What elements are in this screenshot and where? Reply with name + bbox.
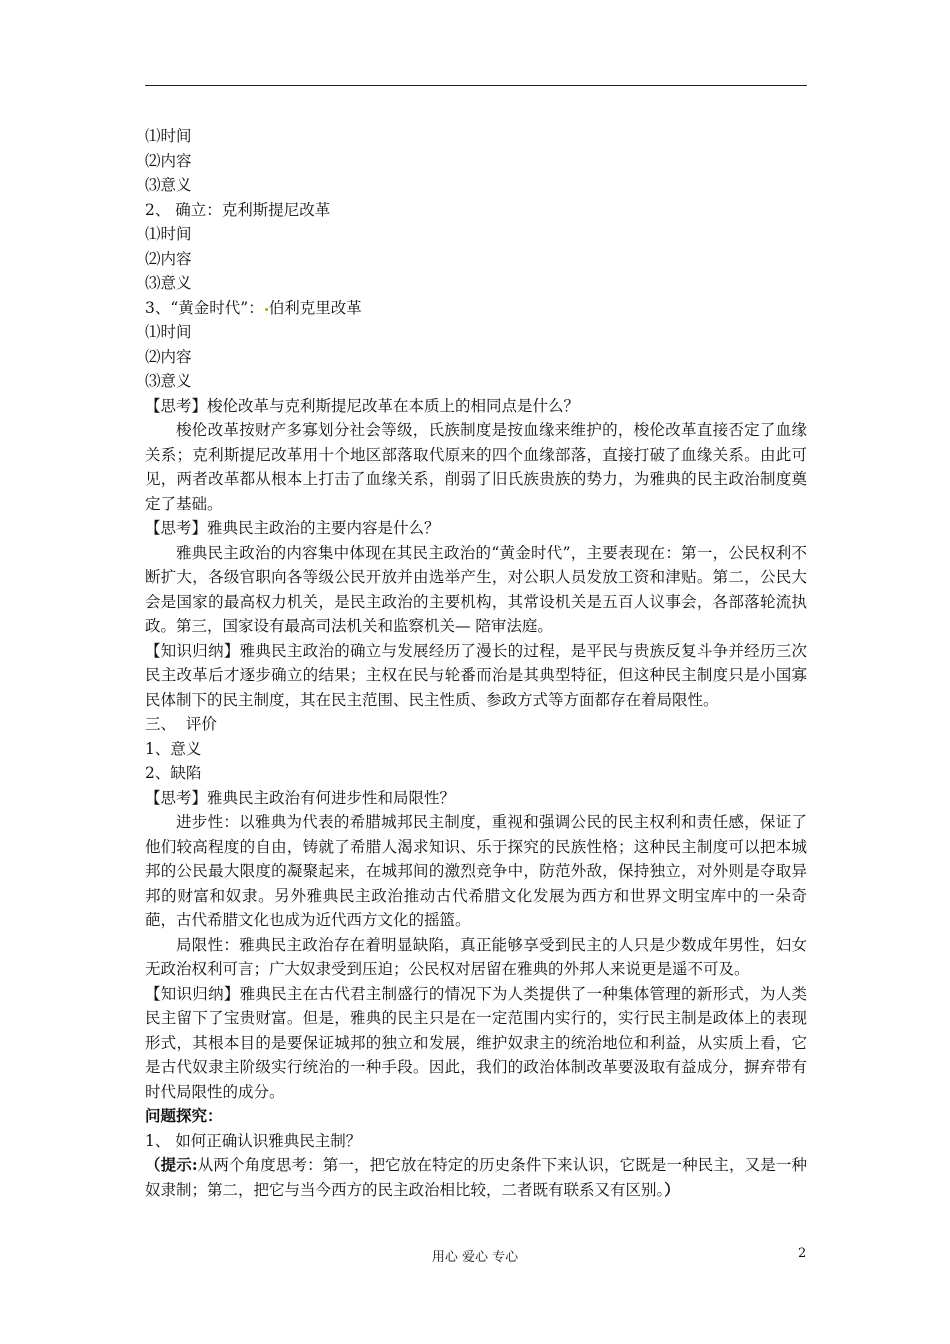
hint-text: 从两个角度思考：第一，把它放在特定的历史条件下来认识，它既是一种民主，又是一种奴隶制；第二，把它与当今西方的民主政治相比较，二者既有联系又有区别。 xyxy=(145,1156,807,1199)
think-answer: 雅典民主政治的内容集中体现在其民主政治的“黄金时代”，主要表现在：第一，公民权利不断扩大，各级官职向各等级公民开放并由选举产生，对公职人员发放工资和津贴。第二，公民大会是国家的最高权力机关，是民主政治的主要机构，其常设机关是五百人议事会，各部落轮流执政。第三，国家设有最高司法机关和监察机关— 陪审法庭。 xyxy=(145,543,807,635)
hint-close: ） xyxy=(664,1179,680,1199)
inquiry-title: 问题探究： xyxy=(145,1106,223,1125)
outline-item: ⑶意义 xyxy=(145,176,192,194)
think-answer: 进步性：以雅典为代表的希腊城邦民主制度，重视和强调公民的民主权利和责任感，保证了他们较高程度的自由，铸就了希腊人渴求知识、乐于探究的民族性格；这种民主制度可以把本城邦的公民最大限度的凝聚起来，在城邦间的激烈竞争中，防范外敌，保持独立，对外则是夺取异邦的财富和奴隶。另外雅典民主政治推动古代希腊文化发展为西方和世界文明宝库中的一朵奇葩，古代希腊文化也成为近代西方文化的摇篮。 xyxy=(145,813,807,929)
think-answer: 梭伦改革按财产多寡划分社会等级，氏族制度是按血缘来维护的，梭伦改革直接否定了血缘关系；克利斯提尼改革用十个地区部落取代原来的四个血缘部落，直接打破了血缘关系。由此可见，两者改革都从根本上打击了血缘关系，削弱了旧氏族贵族的势力，为雅典的民主政治制度奠定了基础。 xyxy=(145,421,807,513)
footer-slogan: 用心 爱心 专心 xyxy=(431,1250,519,1265)
hint-label: （提示: xyxy=(145,1155,198,1174)
outline-item: ⑶意义 xyxy=(145,372,192,390)
knowledge-summary: 【知识归纳】雅典民主在古代君主制盛行的情况下为人类提供了一种集体管理的新形式，为人类民主留下了宝贵财富。但是，雅典的民主只是在一定范围内实行的，实行民主制是政体上的表现形式，其根本目的是要保证城邦的独立和发展，维护奴隶主的统治地位和利益，从实质上看，它是古代奴隶主阶级实行统治的一种手段。因此，我们的政治体制改革要汲取有益成分，摒弃带有时代局限性的成分。 xyxy=(145,984,807,1101)
outline-item: ⑴时间 xyxy=(145,127,192,145)
inquiry-hint xyxy=(145,1153,807,1202)
page-content xyxy=(145,124,807,1202)
think-answer: 局限性：雅典民主政治存在着明显缺陷，真正能够享受到民主的人只是少数成年男性，妇女无政治权利可言；广大奴隶受到压迫；公民权对居留在雅典的外邦人来说更是遥不可及。 xyxy=(145,935,807,978)
outline-item: ⑴时间 xyxy=(145,225,192,243)
section-item: 2、缺陷 xyxy=(145,764,202,782)
header-rule xyxy=(145,85,807,86)
knowledge-summary: 【知识归纳】雅典民主政治的确立与发展经历了漫长的过程，是平民与贵族反复斗争并经历三次民主改革后才逐步确立的结果；主权在民与轮番而治是其典型特征，但这种民主制度只是小国寡民体制下的民主制度，其在民主范围、民主性质、参政方式等方面都存在着局限性。 xyxy=(145,641,807,709)
outline-item: ⑶意义 xyxy=(145,274,192,292)
page-number: 2 xyxy=(798,1246,807,1261)
outline-heading xyxy=(145,296,807,321)
inquiry-question: 1、 如何正确认识雅典民主制？ xyxy=(145,1131,362,1150)
outline-heading: 2、 确立：克利斯提尼改革 xyxy=(145,200,331,219)
outline-heading-part: 伯利克里改革 xyxy=(268,298,362,317)
think-question: 【思考】雅典民主政治有何进步性和局限性？ xyxy=(145,788,456,807)
outline-item: ⑵内容 xyxy=(145,347,192,366)
outline-item: ⑴时间 xyxy=(145,323,192,341)
outline-heading-part: 3、“黄金时代”： xyxy=(145,298,264,317)
think-question: 【思考】雅典民主政治的主要内容是什么？ xyxy=(145,519,440,537)
section-item: 1、意义 xyxy=(145,739,202,758)
speck-mark xyxy=(265,308,268,311)
think-question: 【思考】梭伦改革与克利斯提尼改革在本质上的相同点是什么？ xyxy=(145,396,580,415)
outline-item: ⑵内容 xyxy=(145,249,192,268)
section-heading: 三、 评价 xyxy=(145,715,217,733)
outline-item: ⑵内容 xyxy=(145,151,192,170)
